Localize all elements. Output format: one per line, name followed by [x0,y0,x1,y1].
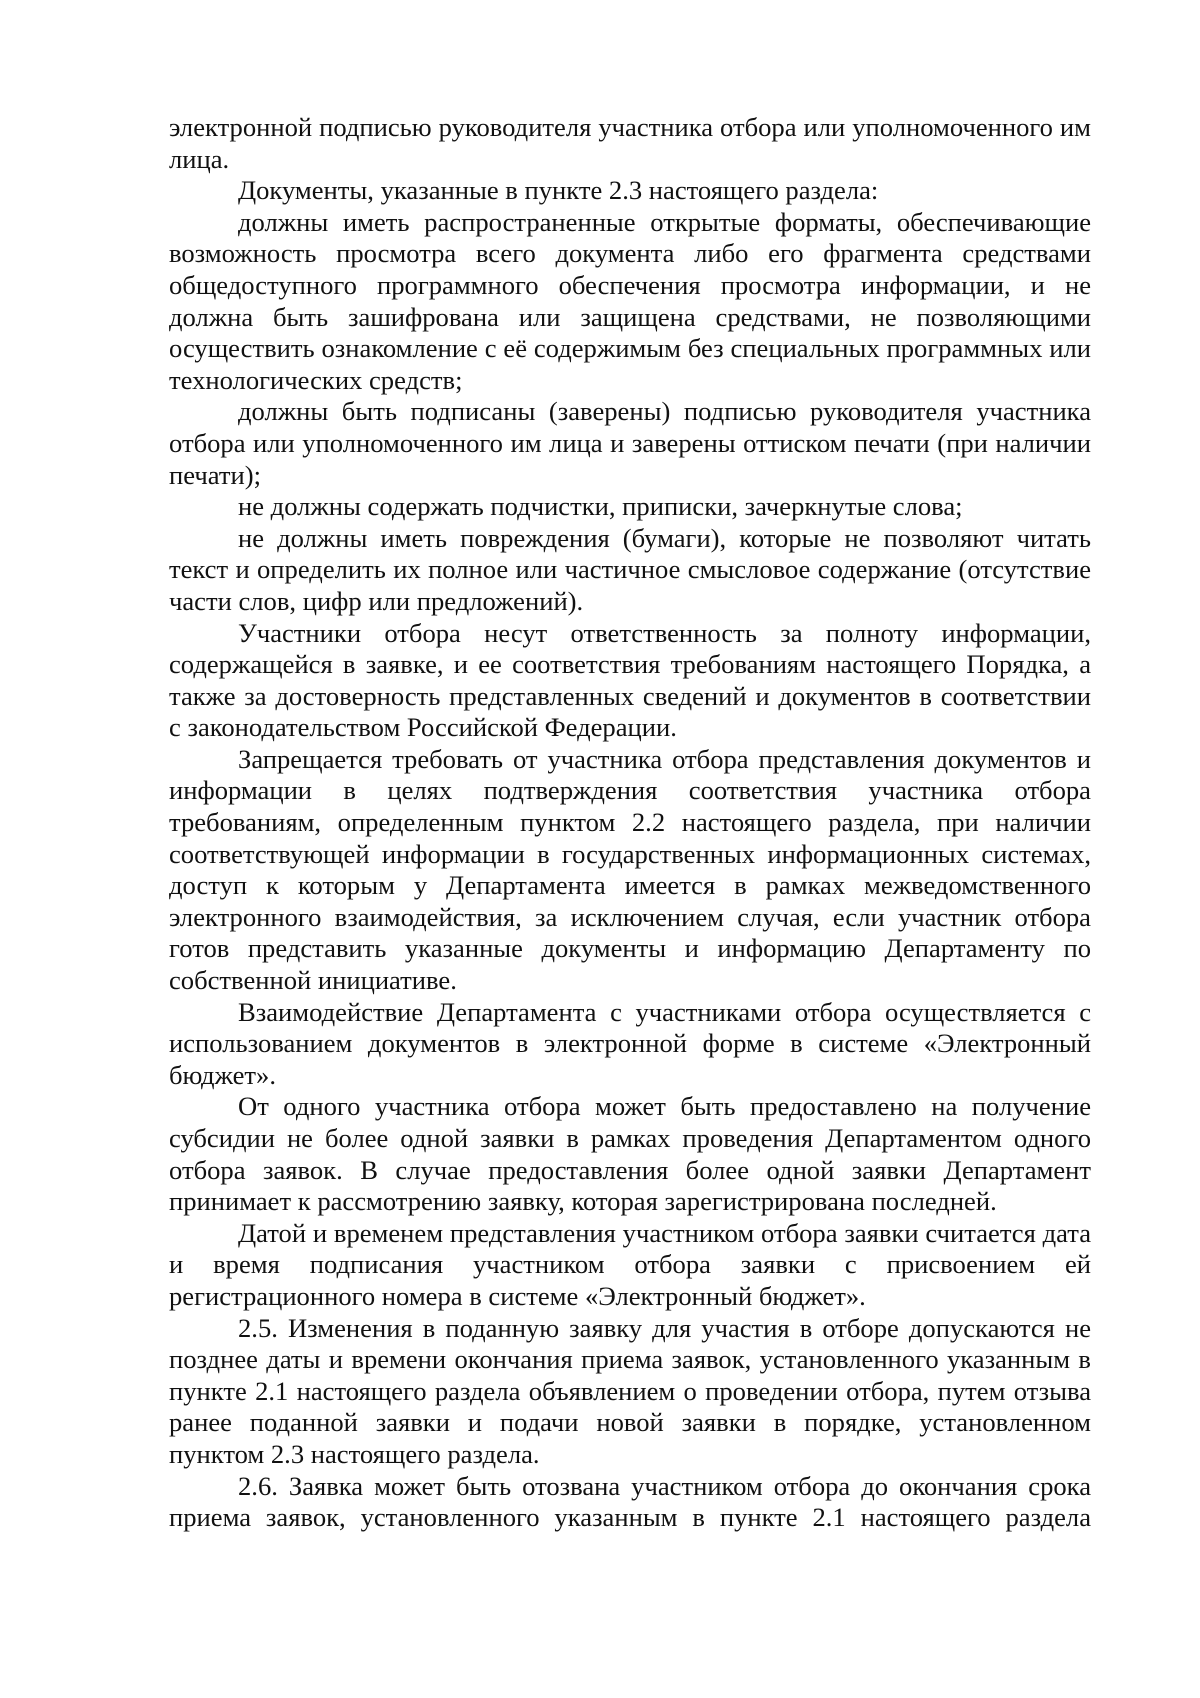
paragraph-6: не должны иметь повреждения (бумаги), которые не позволяют читать текст и определить их полное или частичное смысловое содержание (отсутствие части слов, цифр или предложений). [169,522,1091,616]
paragraph-12: 2.5. Изменения в поданную заявку для участия в отборе допускаются не позднее даты и времени окончания приема заявок, установленного указанным в пункте 2.1 настоящего раздела объявлением о проведении отбора, путем отзыва ранее поданной заявки и подачи новой заявки в порядке, установленном пунктом 2.3 настоящего раздела. [169,1312,1091,1469]
paragraph-10: От одного участника отбора может быть предоставлено на получение субсидии не более одной заявки в рамках проведения Департаментом одного отбора заявок. В случае предоставления более одной заявки Департамент принимает к рассмотрению заявку, которая зарегистрирована последней. [169,1091,1091,1217]
paragraph-11: Датой и временем представления участником отбора заявки считается дата и время подписания участником отбора заявки с присвоением ей регистрационного номера в системе «Электронный бюджет». [169,1217,1091,1311]
paragraph-3: должны иметь распространенные открытые форматы, обеспечивающие возможность просмотра всего документа либо его фрагмента средствами общедоступного программного обеспечения просмотра информации, и не должна быть зашифрована или защищена средствами, не позволяющими осуществить ознакомление с её содержимым без специальных программных или технологических средств; [169,206,1091,395]
paragraph-13: 2.6. Заявка может быть отозвана участником отбора до окончания срока приема заявок, установленного указанным в пункте 2.1 настоящего раздела [169,1470,1091,1533]
paragraph-8: Запрещается требовать от участника отбора представления документов и информации в целях подтверждения соответствия участника отбора требованиям, определенным пунктом 2.2 настоящего раздела, при наличии соответствующей информации в государственных информационных системах, доступ к которым у Департамента имеется в рамках межведомственного электронного взаимодействия, за исключением случая, если участник отбора готов представить указанные документы и информацию Департаменту по собственной инициативе. [169,743,1091,996]
paragraph-4: должны быть подписаны (заверены) подписью руководителя участника отбора или уполномоченного им лица и заверены оттиском печати (при наличии печати); [169,396,1091,490]
paragraph-2: Документы, указанные в пункте 2.3 настоящего раздела: [238,175,879,206]
paragraph-9: Взаимодействие Департамента с участниками отбора осуществляется с использованием документов в электронной форме в системе «Электронный бюджет». [169,996,1091,1090]
paragraph-5: не должны содержать подчистки, приписки, зачеркнутые слова; [238,491,963,522]
paragraph-1: электронной подписью руководителя участника отбора или уполномоченного им лица. [169,112,1091,174]
document-page [169,112,1091,1534]
paragraph-7: Участники отбора несут ответственность за полноту информации, содержащейся в заявке, и ее соответствия требованиям настоящего Порядка, а также за достоверность представленных сведений и документов в соответствии с законодательством Российской Федерации. [169,617,1091,743]
